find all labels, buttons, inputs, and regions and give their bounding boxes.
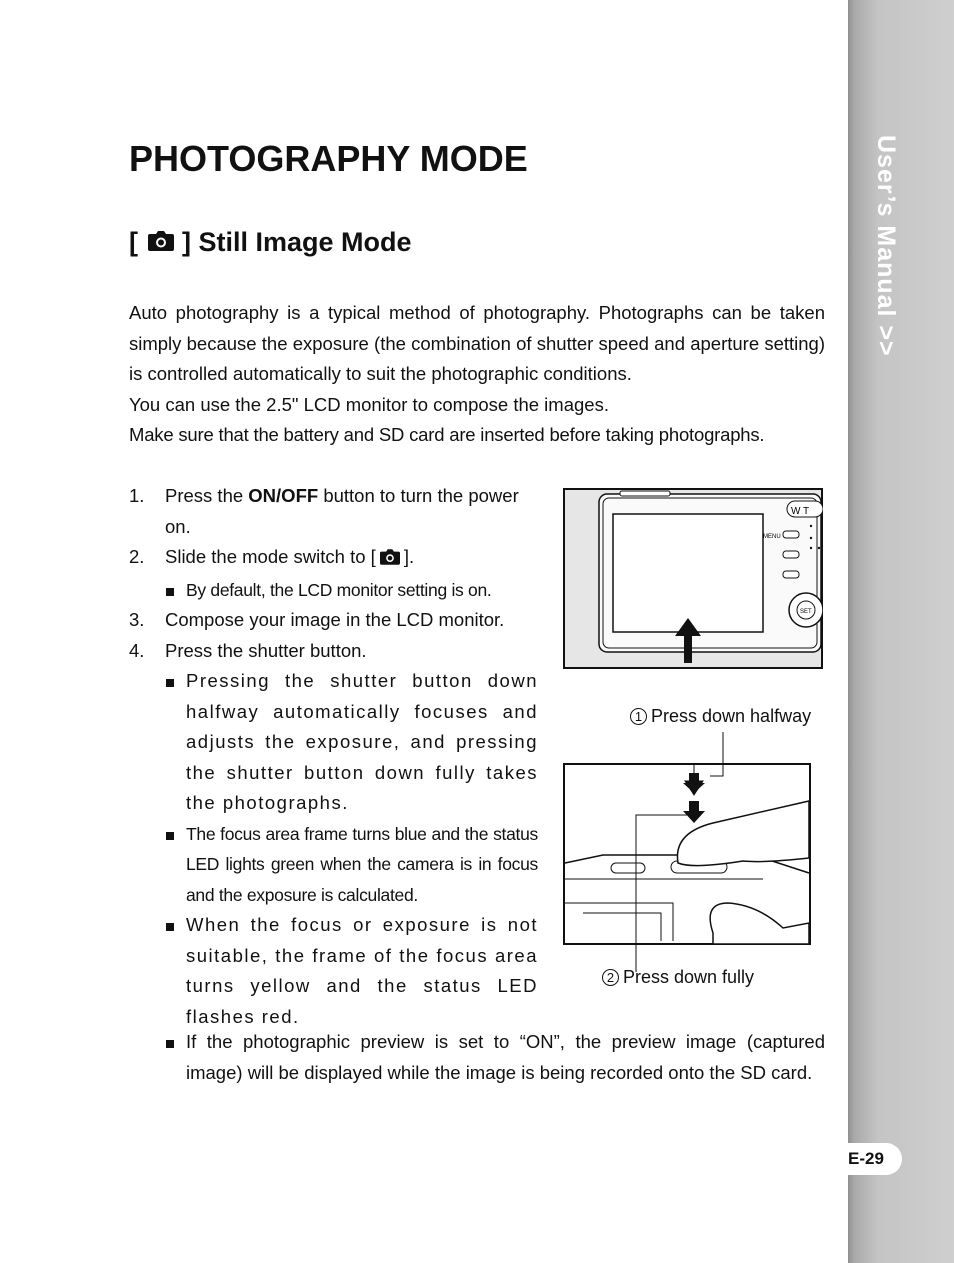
bullet-item: By default, the LCD monitor setting is on. xyxy=(129,575,538,606)
on-off-label: ON/OFF xyxy=(248,485,319,506)
section-title xyxy=(129,227,412,258)
bullet-item: When the focus or exposure is not suitable, the frame of the focus area turns yellow and the status LED flashes red. xyxy=(129,910,538,1032)
callout-line-halfway xyxy=(710,732,726,778)
steps-list xyxy=(129,481,538,1032)
bullet-item: Pressing the shutter button down halfway automatically focuses and adjusts the exposure, and pressing the shutter button down fully takes the photographs. xyxy=(129,666,538,819)
menu-label: MENU xyxy=(763,534,781,540)
page-title: PHOTOGRAPHY MODE xyxy=(129,138,528,179)
step-item xyxy=(129,636,538,667)
caption-text: Press down fully xyxy=(623,967,755,987)
camera-back-illustration xyxy=(563,488,823,669)
bullet-item: The focus area frame turns blue and the status LED lights green when the camera is in focus and the exposure is calculated. xyxy=(129,819,538,911)
step-item xyxy=(129,542,538,575)
step-text: ]. xyxy=(403,546,415,567)
intro-paragraph: You can use the 2.5" LCD monitor to compose the images. xyxy=(129,393,609,415)
step-circle-2: 2 xyxy=(602,969,619,986)
shutter-press-illustration xyxy=(563,763,811,945)
intro-paragraph: Make sure that the battery and SD card are inserted before taking photographs. xyxy=(129,424,765,445)
wt-label: W T xyxy=(791,506,810,517)
step-text: Compose your image in the LCD monitor. xyxy=(165,609,505,630)
camera-icon xyxy=(380,544,400,575)
step-item xyxy=(129,605,538,636)
step-number: 3. xyxy=(129,609,145,630)
step-item xyxy=(129,481,538,542)
step-text: Press the shutter button. xyxy=(165,639,367,661)
intro-text xyxy=(129,298,825,451)
caption-text: Press down halfway xyxy=(651,706,812,726)
step-text: Press the xyxy=(165,485,249,506)
caption-fully xyxy=(602,967,754,988)
step-number: 2. xyxy=(129,546,145,567)
section-bracket-open: [ xyxy=(129,227,138,257)
step-text: button to turn the power on. xyxy=(165,485,519,537)
set-label: SET xyxy=(800,609,812,615)
camera-icon xyxy=(148,227,174,258)
intro-paragraph: Auto photography is a typical method of photography. Photographs can be taken simply because the exposure (the combination of shutter speed and aperture setting) is controlled automatically to suit the photographic conditions. xyxy=(129,302,825,384)
sidebar-title: User’s Manual >> xyxy=(872,135,900,357)
step-number: 1. xyxy=(129,485,145,506)
page-number: E-29 xyxy=(842,1143,902,1175)
bullet-item: If the photographic preview is set to “ON”, the preview image (captured image) will be displayed while the image is being recorded onto the SD card. xyxy=(129,1027,825,1088)
section-title-text: ] Still Image Mode xyxy=(182,227,412,257)
preview-bullet xyxy=(129,1027,825,1088)
caption-halfway xyxy=(630,706,811,727)
step-number: 4. xyxy=(129,639,145,661)
step-circle-1: 1 xyxy=(630,708,647,725)
step-text: Slide the mode switch to [ xyxy=(165,546,376,567)
